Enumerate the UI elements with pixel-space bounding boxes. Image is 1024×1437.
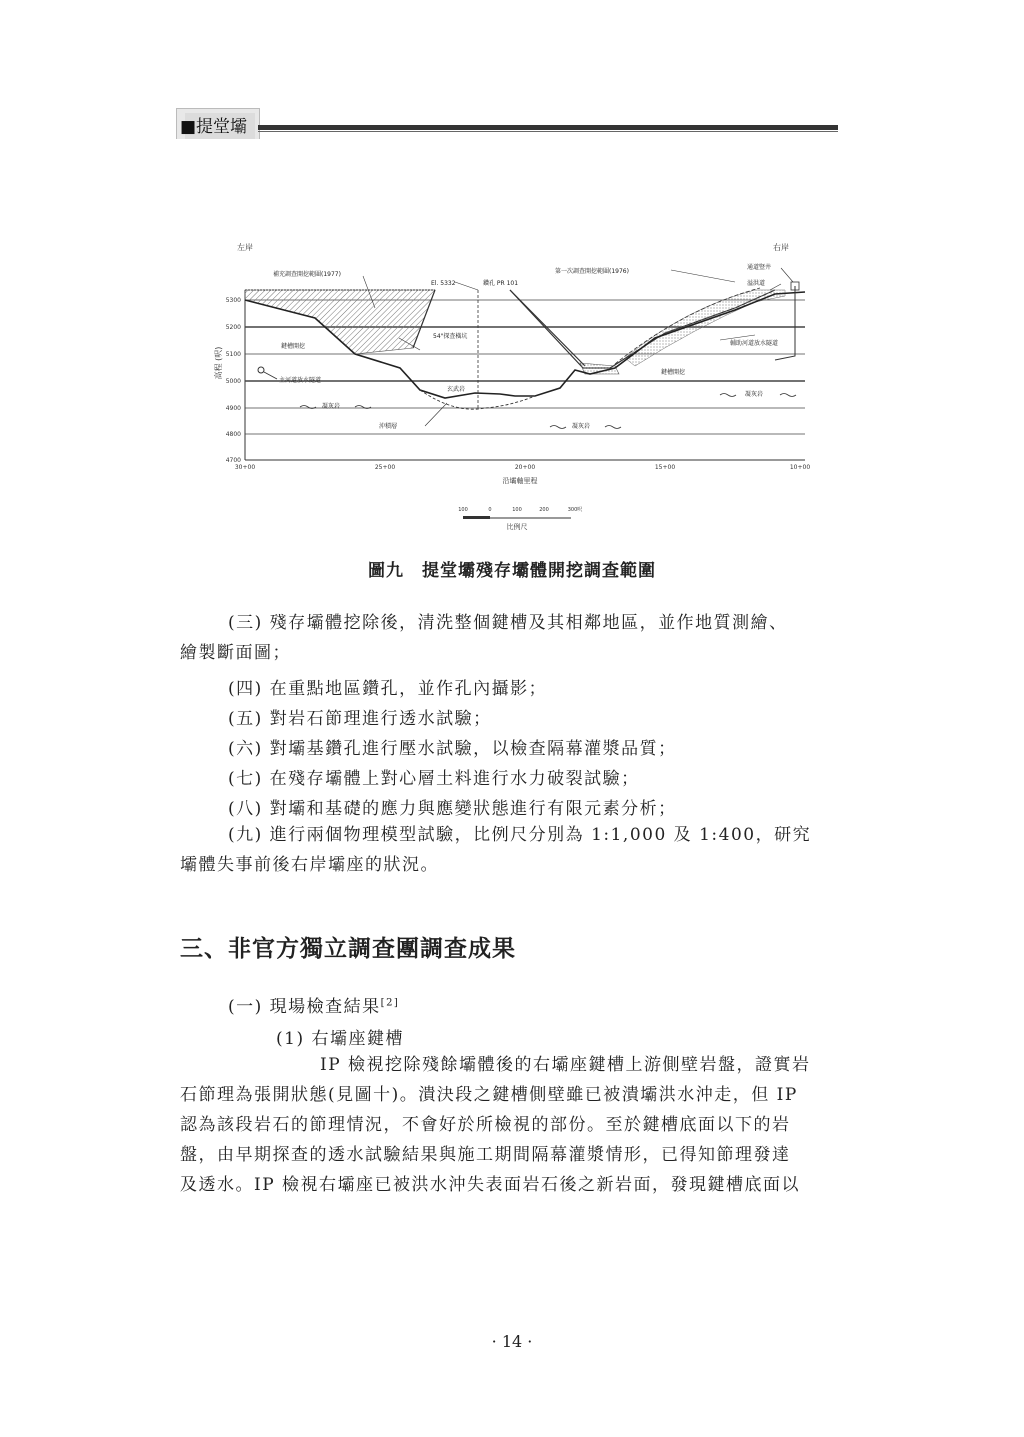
x-tick-label: 10+00 (789, 464, 811, 471)
scale-tick-label: 100 (458, 507, 468, 513)
supplemental-excavation-zone (245, 290, 435, 354)
scale-bar (458, 506, 582, 531)
body-line: 及透水。IP 檢視右壩座已被洪水沖失表面岩石後之新岩面，發現鍵槽底面以 (180, 1175, 801, 1195)
dam-cross-section-figure (215, 238, 815, 538)
subsection-heading (228, 992, 399, 1017)
right-bank-label: 右岸 (773, 243, 789, 252)
body-line: 盤，由早期探查的透水試驗結果與施工期間隔幕灌漿情形，已得知節理發達 (180, 1145, 791, 1165)
list-item-3 (180, 608, 845, 668)
y-tick-label: 5000 (225, 378, 241, 385)
y-tick-label: 4700 (225, 457, 241, 464)
scale-tick-label: 200 (539, 507, 549, 513)
list-item-5: (五) 對岩石節理進行透水試驗； (228, 709, 492, 729)
subsection-title: (一) 現場檢查結果 (228, 997, 381, 1017)
fig-label-tuff-left: 凝灰岩 (322, 403, 341, 410)
list-item-8: (八) 對壩和基礎的應力與應變狀態進行有限元素分析； (228, 799, 677, 819)
body-line: 石節理為張開狀態(見圖十)。潰決段之鍵槽側壁雖已被潰壩洪水沖走，但 IP (180, 1085, 798, 1105)
citation-ref: [2] (380, 997, 400, 1009)
fig-label-main-tunnel: 主河道放水隧道 (279, 377, 322, 384)
body-line: 認為該段岩石的節理情況，不會好於所檢視的部份。至於鍵槽底面以下的岩 (180, 1115, 791, 1135)
fig-label-spillway: 溢洪道 (747, 280, 766, 287)
fig-label-key-trench-right: 鍵槽開挖 (661, 369, 686, 376)
body-line: IP 檢視挖除殘餘壩體後的右壩座鍵槽上游側壁岩盤，證實岩 (320, 1055, 811, 1075)
left-bank-label: 左岸 (237, 243, 253, 252)
fig-label-access-shaft: 通道豎井 (747, 264, 772, 271)
list-item-3-line1: (三) 殘存壩體挖除後，清洗整個鍵槽及其相鄰地區，並作地質測繪、 (228, 613, 788, 633)
list-item-3-line2: 繪製斷面圖； (180, 643, 291, 663)
fig-label-tuff-right: 凝灰岩 (745, 391, 764, 398)
x-axis-label: 沿壩軸里程 (502, 477, 538, 485)
fig-label-first-excavation: 第一次調查開挖範圍(1976) (555, 268, 629, 275)
y-tick-label: 4900 (225, 405, 241, 412)
scale-bar-label: 比例尺 (506, 523, 528, 531)
page-number: · 14 · (491, 1332, 533, 1351)
running-header-title: ■提堂壩 (180, 117, 248, 137)
x-tick-label: 30+00 (234, 464, 256, 471)
list-item-9-line1: (九) 進行兩個物理模型試驗，比例尺分別為 1:1,000 及 1:400，研究 (228, 825, 812, 845)
fig-label-tuff-mid: 凝灰岩 (572, 423, 591, 430)
fig-label-borehole: 鑽孔 PR 101 (483, 280, 519, 287)
figure-caption: 圖九 提堂壩殘存壩體開挖調查範圍 (368, 561, 656, 581)
header-rule (258, 125, 838, 130)
fig-label-alluvium: 沖積層 (379, 423, 398, 430)
x-tick-label: 20+00 (514, 464, 536, 471)
fig-label-exploration-adit: 54"探查橫坑 (433, 333, 468, 340)
fig-label-supplemental: 補充調查開挖範圍(1977) (273, 271, 341, 278)
list-item-7: (七) 在殘存壩體上對心層土料進行水力破裂試驗； (228, 769, 640, 789)
list-item-9 (180, 820, 845, 880)
body-paragraph (180, 1050, 845, 1200)
y-axis-label: 高程 (呎) (214, 346, 223, 380)
main-tunnel-marker (258, 367, 264, 373)
section-heading: 三、非官方獨立調查團調查成果 (180, 936, 516, 962)
fig-label-elevation: El. 5332 (431, 280, 456, 287)
y-tick-label: 5100 (225, 351, 241, 358)
y-tick-label: 4800 (225, 431, 241, 438)
fig-label-aux-tunnel: 輔助河道放水隧道 (730, 340, 779, 347)
tuff-symbols (300, 394, 796, 429)
x-tick-label: 15+00 (654, 464, 676, 471)
scale-tick-label: 100 (512, 507, 522, 513)
header-rule-thin (258, 131, 838, 132)
subsubsection-heading: (1) 右壩座鍵槽 (276, 1029, 404, 1049)
list-item-4: (四) 在重點地區鑽孔，並作孔內攝影； (228, 679, 548, 699)
fig-label-key-trench-left: 鍵槽開挖 (281, 343, 306, 350)
y-tick-label: 5200 (225, 324, 241, 331)
scale-tick-label: 0 (488, 507, 492, 513)
scale-tick-label: 300呎 (567, 507, 583, 513)
fig-label-basalt: 玄武岩 (447, 386, 466, 393)
y-tick-label: 5300 (225, 297, 241, 304)
x-tick-label: 25+00 (374, 464, 396, 471)
list-item-6: (六) 對壩基鑽孔進行壓水試驗，以檢查隔幕灌漿品質； (228, 739, 677, 759)
list-item-9-line2: 壩體失事前後右岸壩座的狀況。 (180, 855, 439, 875)
